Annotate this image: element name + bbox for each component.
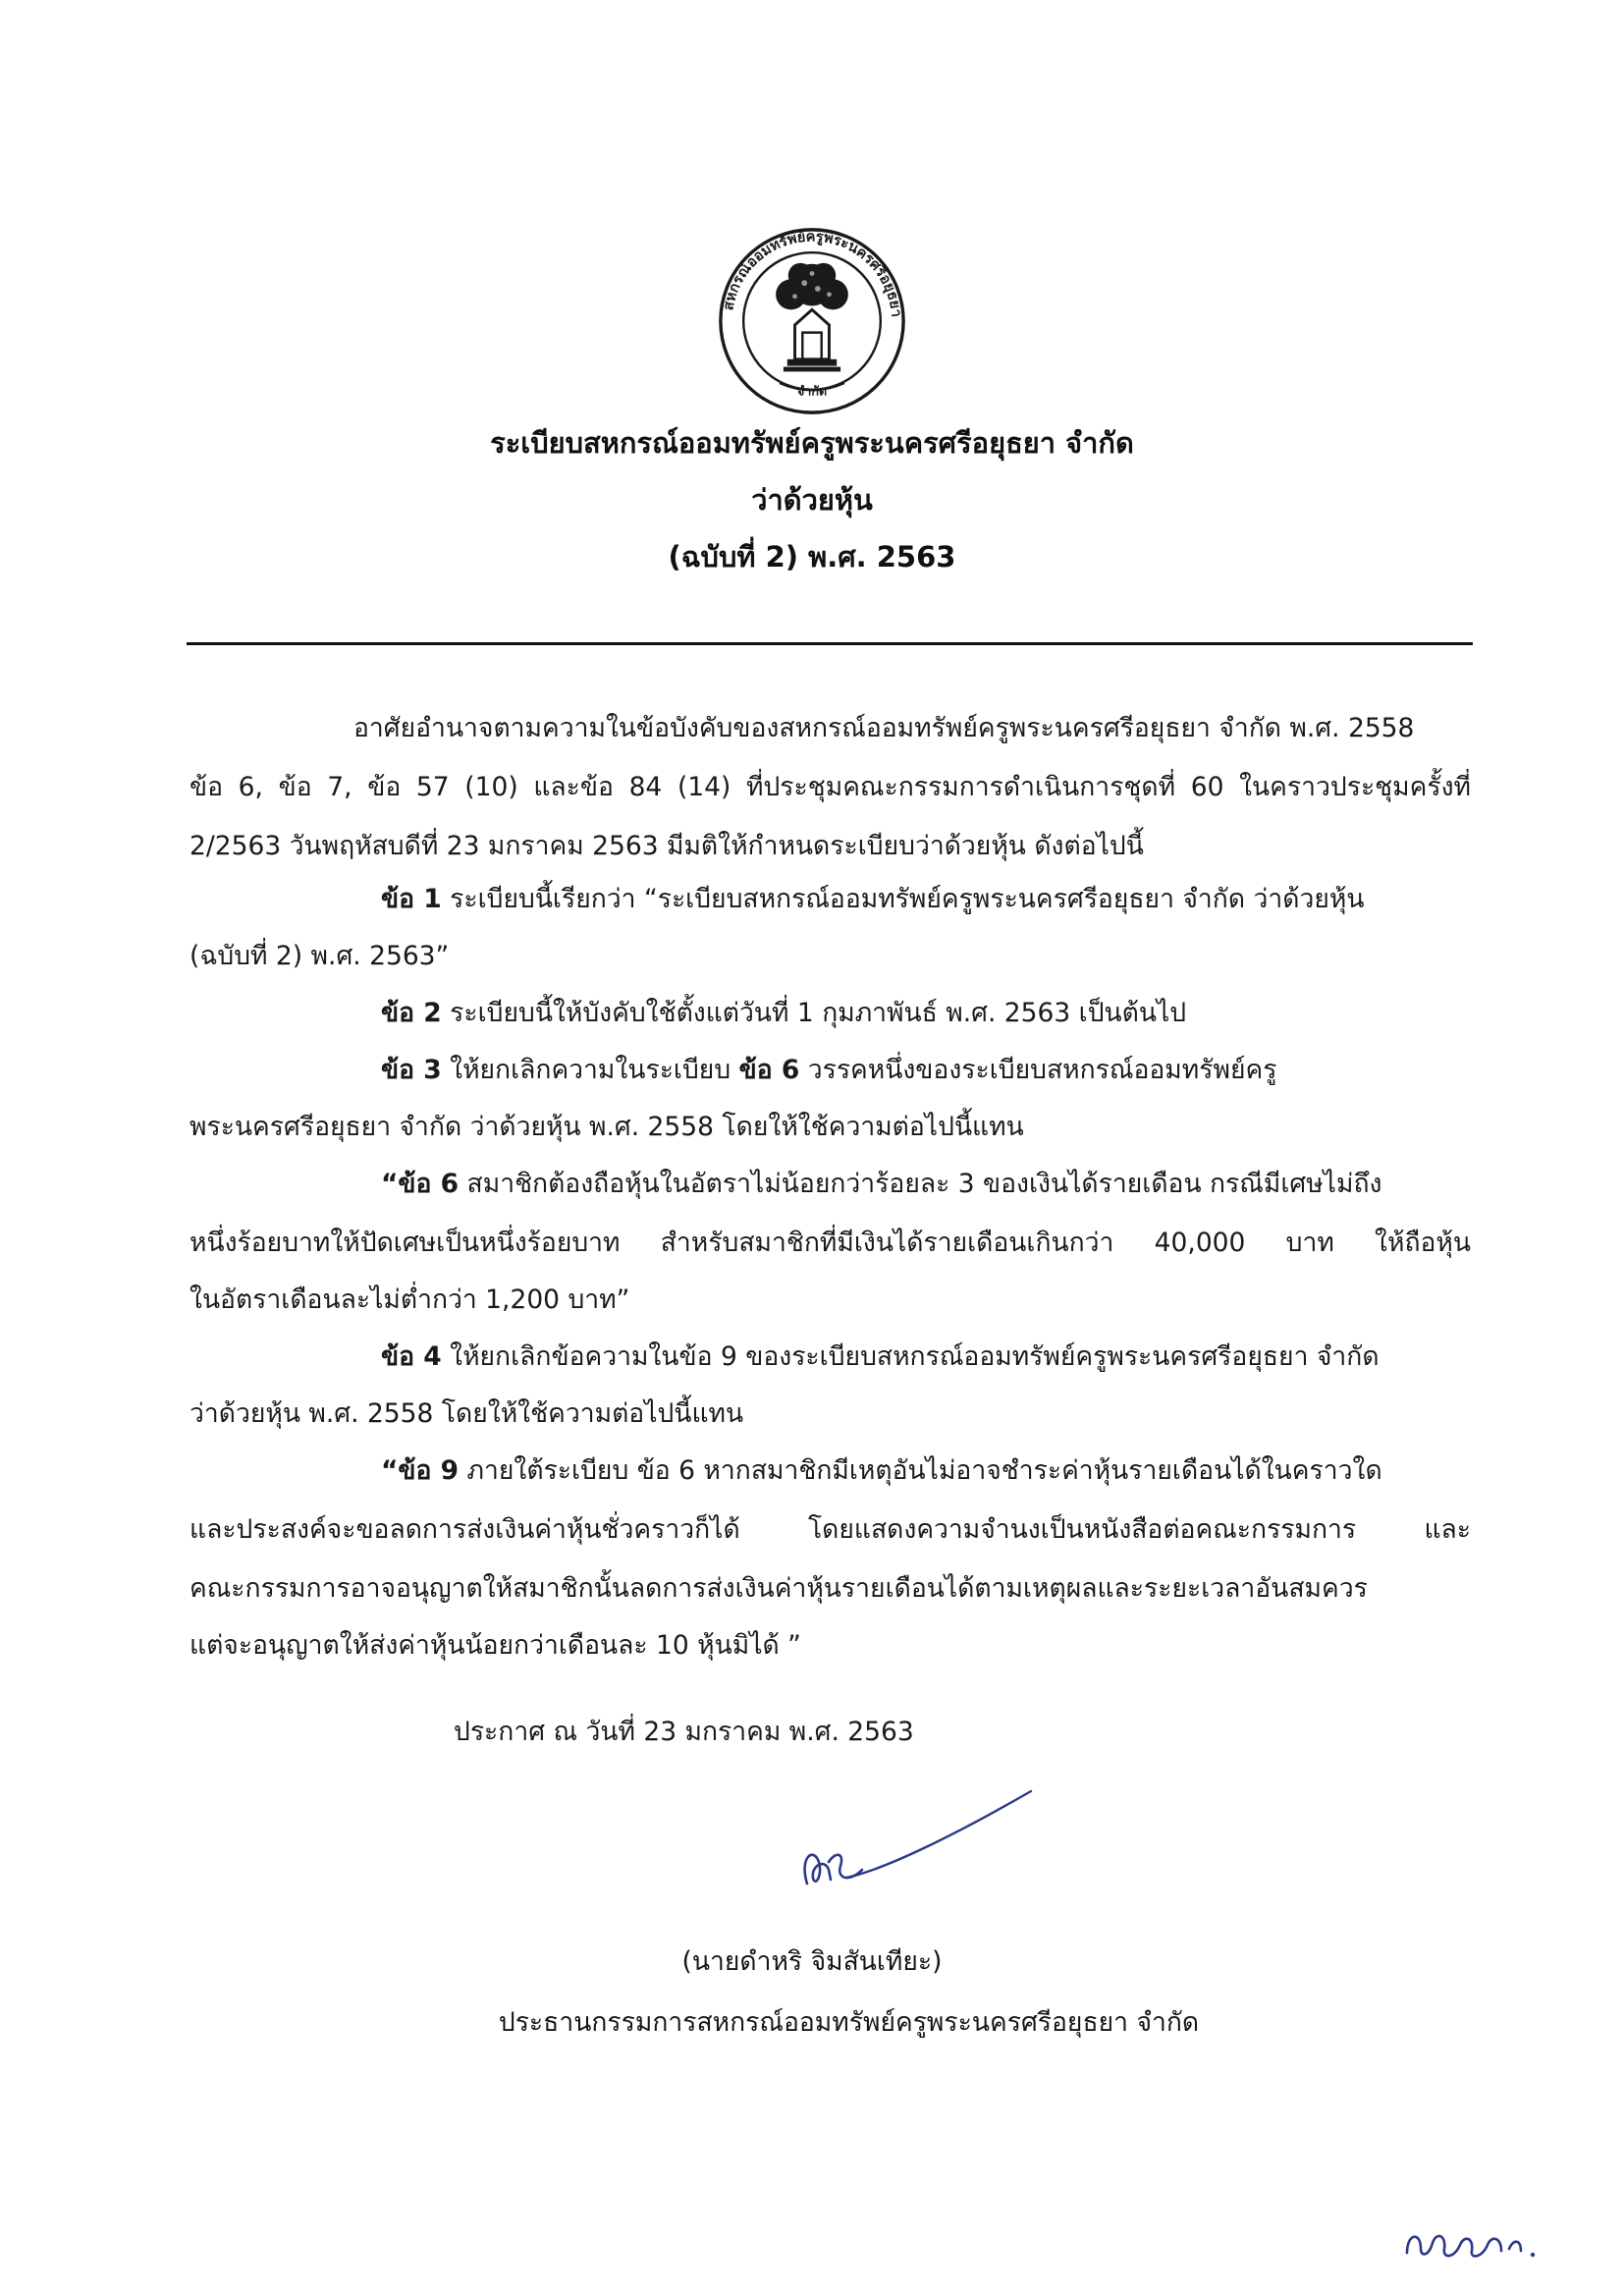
clause-4-line-2: ว่าด้วยหุ้น พ.ศ. 2558 โดยให้ใช้ความต่อไปนี้แทน xyxy=(189,1398,744,1429)
preamble-line-2: ข้อ 6, ข้อ 7, ข้อ 57 (10) และข้อ 84 (14) ที่ประชุมคณะกรรมการดำเนินการชุดที่ 60 ในคราวประชุมครั้งที่ xyxy=(189,772,1471,802)
svg-text:สหกรณ์ออมทรัพย์ครูพระนครศรีอยุ: สหกรณ์ออมทรัพย์ครูพระนครศรีอยุธยา xyxy=(720,228,905,318)
clause-4-line-1 xyxy=(381,1338,1380,1377)
clause-4-text: ให้ยกเลิกข้อความในข้อ 9 ของระเบียบสหกรณ์ออมทรัพย์ครูพระนครศรีอยุธยา จำกัด xyxy=(441,1341,1380,1372)
clause-3-text-a: ให้ยกเลิกความในระเบียบ xyxy=(441,1055,739,1085)
quoted-clause-6-line-1 xyxy=(381,1165,1381,1204)
quoted-clause-6-text: สมาชิกต้องถือหุ้นในอัตราไม่น้อยกว่าร้อยละ 3 ของเงินได้รายเดือน กรณีมีเศษไม่ถึง xyxy=(459,1169,1382,1199)
signatory-position: ประธานกรรมการสหกรณ์ออมทรัพย์ครูพระนครศรีอยุธยา จำกัด xyxy=(498,2007,1200,2038)
quoted-clause-9-line-2: และประสงค์จะขอลดการส่งเงินค่าหุ้นชั่วคราวก็ได้ โดยแสดงความจำนงเป็นหนังสือต่อคณะกรรมการ และ xyxy=(189,1514,1471,1545)
clause-1-label: ข้อ 1 xyxy=(381,884,442,914)
clause-3-line-1 xyxy=(381,1051,1276,1090)
clause-3-reference: ข้อ 6 xyxy=(738,1055,800,1085)
quoted-clause-9-line-1 xyxy=(381,1451,1382,1491)
cooperative-seal-logo xyxy=(717,226,907,416)
quoted-clause-9-text: ภายใต้ระเบียบ ข้อ 6 หากสมาชิกมีเหตุอันไม่อาจชำระค่าหุ้นรายเดือนได้ในคราวใด xyxy=(459,1455,1382,1486)
regulation-title: ระเบียบสหกรณ์ออมทรัพย์ครูพระนครศรีอยุธยา จำกัด xyxy=(490,426,1134,460)
clause-2-text: ระเบียบนี้ให้บังคับใช้ตั้งแต่วันที่ 1 กุมภาพันธ์ พ.ศ. 2563 เป็นต้นไป xyxy=(441,998,1187,1028)
quoted-clause-6-line-3: ในอัตราเดือนละไม่ต่ำกว่า 1,200 บาท” xyxy=(189,1285,630,1315)
svg-text:จำกัด: จำกัด xyxy=(796,383,828,399)
clause-4-label: ข้อ 4 xyxy=(381,1341,442,1372)
quoted-clause-6-label: “ข้อ 6 xyxy=(381,1169,460,1199)
handwritten-initials xyxy=(1399,2210,1556,2269)
quoted-clause-9-label: “ข้อ 9 xyxy=(381,1455,460,1486)
signatory-name: (นายดำหริ จิมสันเทียะ) xyxy=(681,1946,943,1977)
clause-3-line-2: พระนครศรีอยุธยา จำกัด ว่าด้วยหุ้น พ.ศ. 2558 โดยให้ใช้ความต่อไปนี้แทน xyxy=(189,1112,1024,1142)
regulation-subject: ว่าด้วยหุ้น xyxy=(751,483,873,517)
clause-1-line-2: (ฉบับที่ 2) พ.ศ. 2563” xyxy=(189,941,450,971)
clause-1-text: ระเบียบนี้เรียกว่า “ระเบียบสหกรณ์ออมทรัพย์ครูพระนครศรีอยุธยา จำกัด ว่าด้วยหุ้น xyxy=(441,884,1365,914)
regulation-edition: (ฉบับที่ 2) พ.ศ. 2563 xyxy=(668,540,956,574)
preamble-line-3: 2/2563 วันพฤหัสบดีที่ 23 มกราคม 2563 มีมติให้กำหนดระเบียบว่าด้วยหุ้น ดังต่อไปนี้ xyxy=(189,831,1144,861)
clause-2-line-1 xyxy=(381,994,1186,1033)
handwritten-signature xyxy=(785,1768,1051,1915)
clause-2-label: ข้อ 2 xyxy=(381,998,442,1028)
title-divider xyxy=(187,642,1473,645)
quoted-clause-9-line-4: แต่จะอนุญาตให้ส่งค่าหุ้นน้อยกว่าเดือนละ 10 หุ้นมิได้ ” xyxy=(189,1630,801,1661)
announcement-date: ประกาศ ณ วันที่ 23 มกราคม พ.ศ. 2563 xyxy=(454,1717,914,1747)
clause-1-line-1 xyxy=(381,880,1364,919)
preamble-line-1: อาศัยอำนาจตามความในข้อบังคับของสหกรณ์ออมทรัพย์ครูพระนครศรีอยุธยา จำกัด พ.ศ. 2558 xyxy=(353,713,1415,743)
quoted-clause-9-line-3: คณะกรรมการอาจอนุญาตให้สมาชิกนั้นลดการส่งเงินค่าหุ้นรายเดือนได้ตามเหตุผลและระยะเวลาอันสมควร xyxy=(189,1573,1368,1604)
quoted-clause-6-line-2: หนึ่งร้อยบาทให้ปัดเศษเป็นหนึ่งร้อยบาท สำหรับสมาชิกที่มีเงินได้รายเดือนเกินกว่า 40,000 บาท ให้ถือหุ้น xyxy=(189,1228,1471,1258)
clause-3-text-b: วรรคหนึ่งของระเบียบสหกรณ์ออมทรัพย์ครู xyxy=(799,1055,1277,1085)
clause-3-label: ข้อ 3 xyxy=(381,1055,442,1085)
